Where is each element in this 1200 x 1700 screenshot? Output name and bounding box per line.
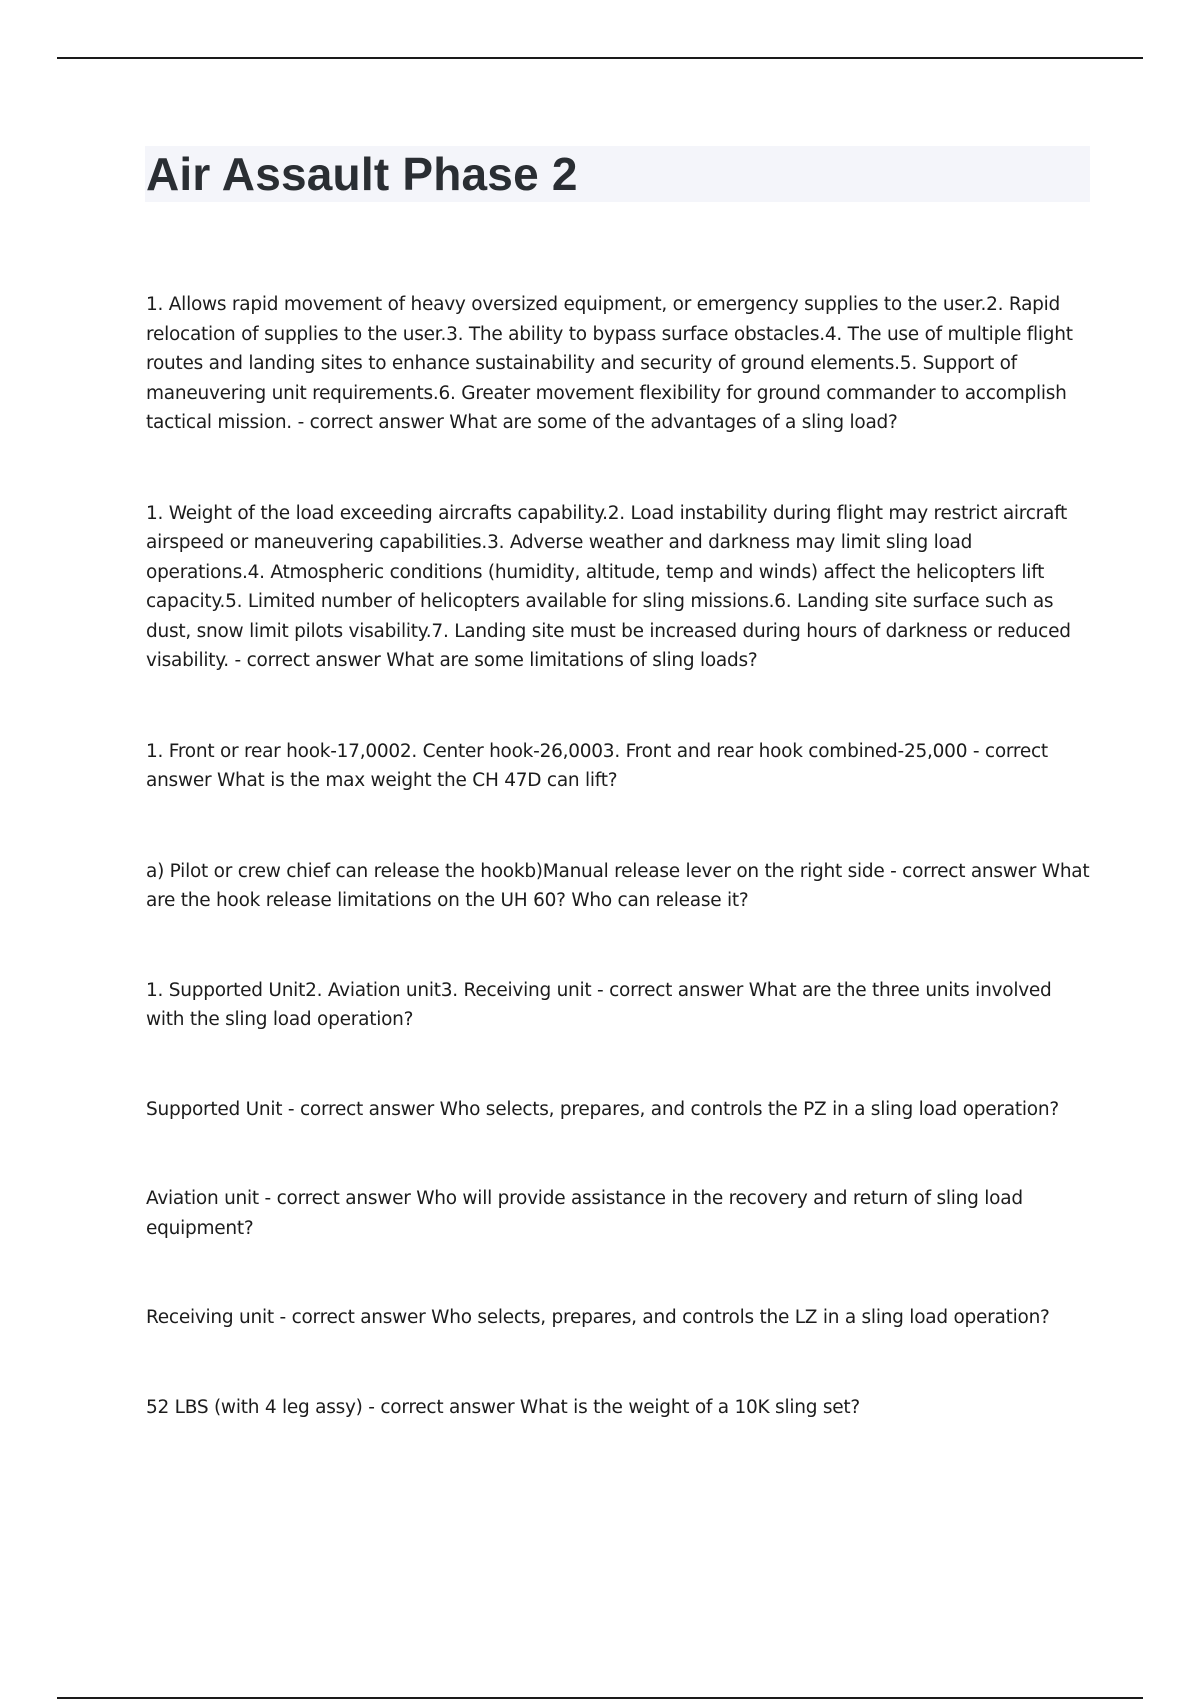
qa-entry-8: Receiving unit - correct answer Who selects, prepares, and controls the LZ in a sling load operation? (146, 1307, 1050, 1328)
qa-entry-4: a) Pilot or crew chief can release the hookb)Manual release lever on the right side - correct answer What are the hook release limitations on the UH 60? Who can release it? (146, 860, 1090, 911)
qa-entry-9: 52 LBS (with 4 leg assy) - correct answer What is the weight of a 10K sling set? (146, 1396, 860, 1418)
qa-entry-6: Supported Unit - correct answer Who selects, prepares, and controls the PZ in a sling load operation? (146, 1098, 1059, 1120)
top-rule (57, 57, 1143, 59)
qa-entry-2: 1. Weight of the load exceeding aircrafts capability.2. Load instability during flight may restrict aircraft airspeed or maneuvering capabilities.3. Adverse weather and darkness may limit sling load operations.4. Atmospheric conditions (humidity, altitude, temp and winds) affect the helicopters lift capacity.5. Limited number of helicopters available for sling missions.6. Landing site surface such as dust, snow limit pilots visability.7. Landing site must be increased during hours of darkness or reduced visability. - correct answer What are some limitations of sling loads? (146, 502, 1071, 671)
qa-entry-5: 1. Supported Unit2. Aviation unit3. Receiving unit - correct answer What are the three units involved with the sling load operation? (146, 979, 1052, 1030)
qa-list (146, 290, 1091, 1422)
qa-entry-1: 1. Allows rapid movement of heavy oversized equipment, or emergency supplies to the user.2. Rapid relocation of supplies to the user.3. The ability to bypass surface obstacles.4. The use of multiple flight routes and landing sites to enhance sustainability and security of ground elements.5. Support of maneuvering unit requirements.6. Greater movement flexibility for ground commander to accomplish tactical mission. - correct answer What are some of the advantages of a sling load? (146, 294, 1073, 433)
page-title: Air Assault Phase 2 (146, 148, 578, 200)
qa-entry-7: Aviation unit - correct answer Who will provide assistance in the recovery and return of sling load equipment? (146, 1188, 1023, 1239)
bottom-rule (57, 1697, 1143, 1699)
qa-entry-3: 1. Front or rear hook-17,0002. Center hook-26,0003. Front and rear hook combined-25,000 - correct answer What is the max weight the CH 47D can lift? (146, 740, 1048, 791)
